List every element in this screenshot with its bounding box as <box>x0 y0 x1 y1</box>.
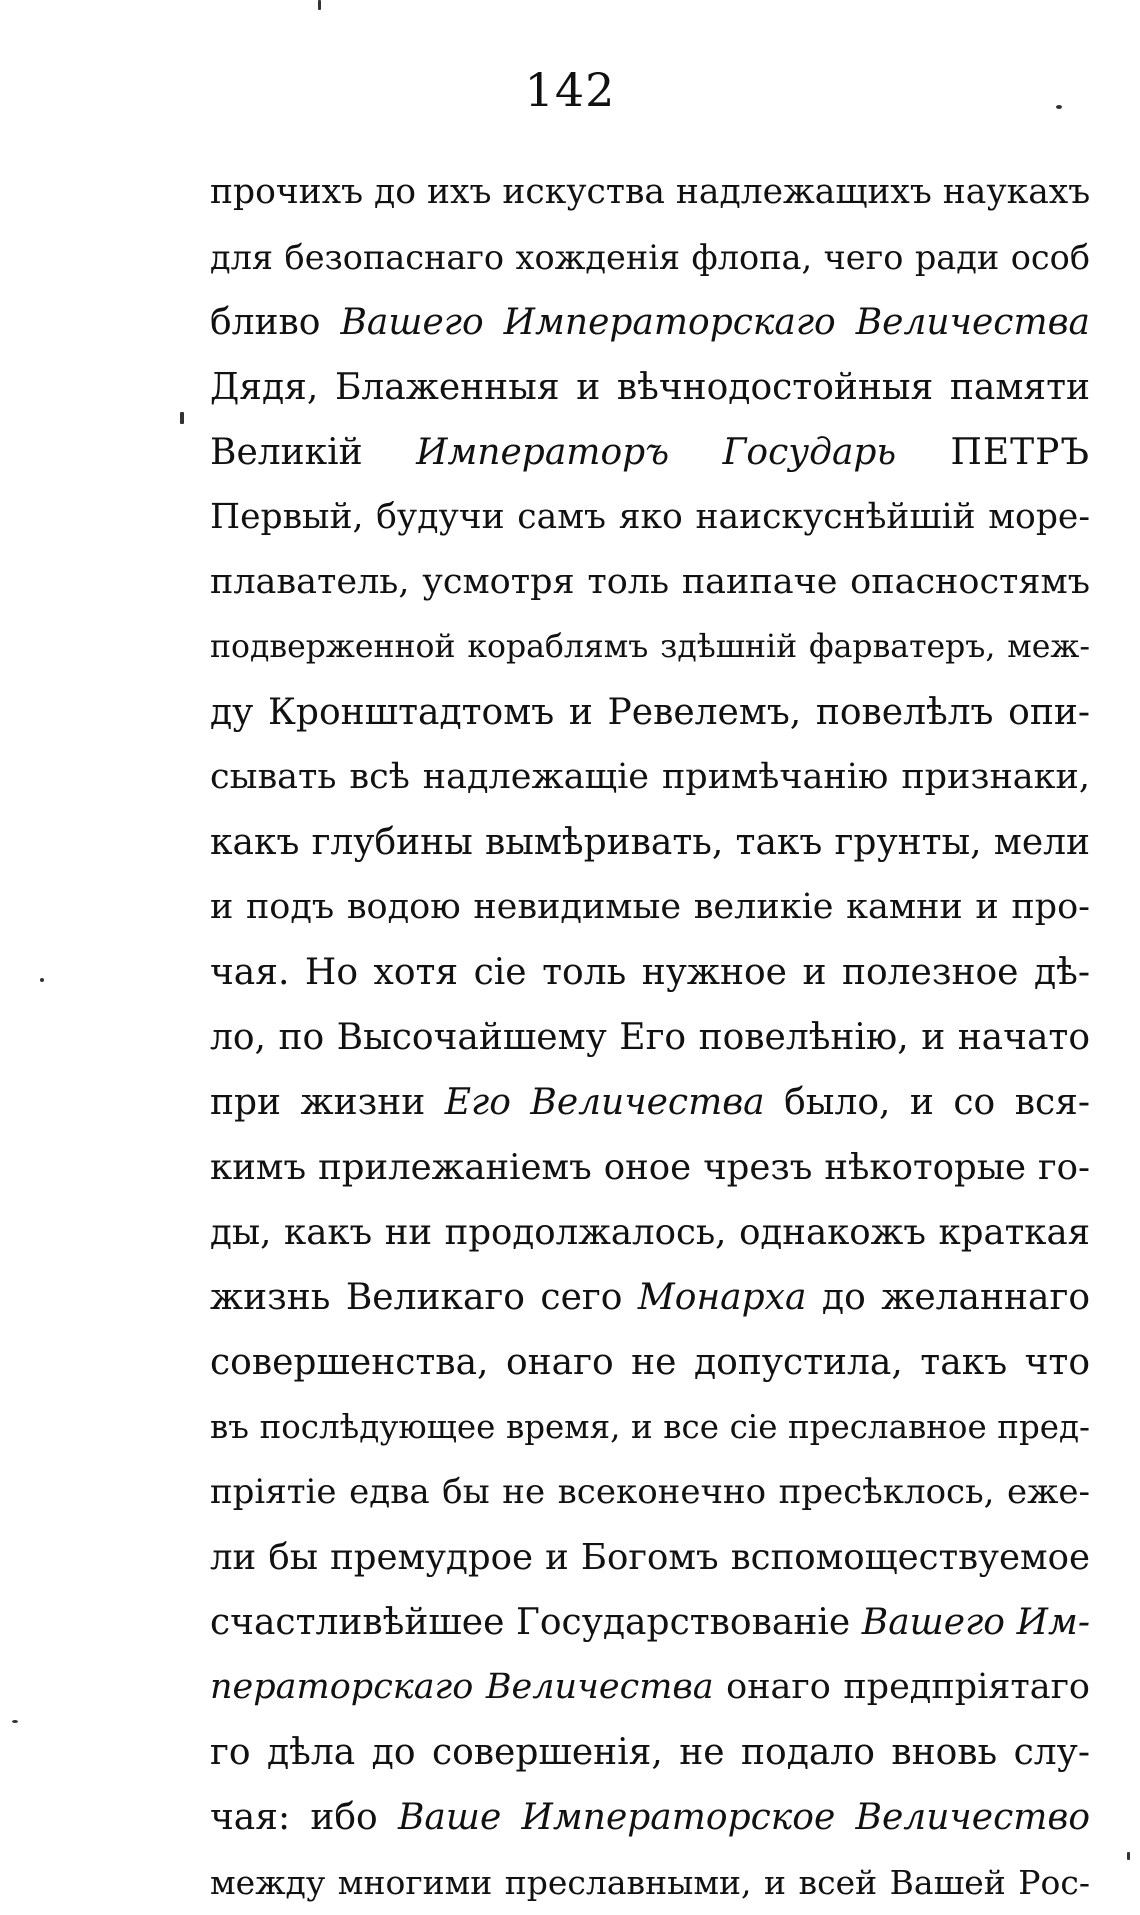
italic-text-run: Ваше Императорское Величество <box>397 1797 1090 1838</box>
text-line <box>210 160 1090 225</box>
italic-text-run: Императоръ Государь <box>416 432 897 473</box>
text-line <box>210 940 1090 1005</box>
text-line <box>210 485 1090 550</box>
text-line <box>210 1330 1090 1395</box>
text-run: го дѣла до совершенія, не подало вновь слу- <box>210 1732 1090 1773</box>
text-line <box>210 1070 1090 1135</box>
text-run: ду Кронштадтомъ и Ревелемъ, повелѣлъ опи- <box>210 692 1090 733</box>
text-line <box>210 615 1090 680</box>
text-line <box>210 355 1090 420</box>
text-run: совершенства, онаго не допустила, такъ что <box>210 1342 1090 1383</box>
text-line <box>210 680 1090 745</box>
italic-text-run: Его Величества <box>444 1082 765 1123</box>
text-run: подверженной кораблямъ здѣшній фарватеръ, меж- <box>210 629 1090 665</box>
italic-text-run: ператорскаго Величества <box>210 1667 714 1707</box>
text-line <box>210 1395 1090 1460</box>
text-run: бливо <box>210 302 341 343</box>
scan-speck <box>40 978 44 982</box>
text-line <box>210 1590 1090 1655</box>
text-line <box>210 1005 1090 1070</box>
text-run: и подъ водою невидимые великіе камни и про- <box>210 887 1090 927</box>
scan-speck <box>318 0 321 10</box>
text-run: чая. Но хотя сіе толь нужное и полезное дѣ- <box>210 952 1090 993</box>
text-run: пріятіе едва бы не всеконечно пресѣклось, еже- <box>210 1472 1090 1512</box>
text-line <box>210 1655 1090 1720</box>
text-run: жизнь Великаго сего <box>210 1277 638 1318</box>
text-run: сывать всѣ надлежащіе примѣчанію признаки, <box>210 757 1090 797</box>
text-run: было, и со вся- <box>764 1082 1090 1123</box>
text-run: для безопаснаго хожденія флопа, чего ради особ <box>210 238 1090 277</box>
text-run: ПЕТРЪ <box>896 432 1090 473</box>
text-line <box>210 745 1090 810</box>
text-line <box>210 1720 1090 1785</box>
text-run: ли бы премудрое и Богомъ вспомоществуемое <box>210 1537 1090 1578</box>
scan-speck <box>180 412 184 424</box>
page-number: 142 <box>524 63 616 117</box>
text-run: Великій <box>210 432 417 473</box>
text-run: Дядя, Блаженныя и вѣчнодостойныя памяти <box>210 367 1090 408</box>
text-line <box>210 420 1090 485</box>
text-line <box>210 875 1090 940</box>
text-run: ло, по Высочайшему Его повелѣнію, и начато <box>210 1017 1090 1058</box>
text-line <box>210 1460 1090 1525</box>
text-line <box>210 1525 1090 1590</box>
scan-speck <box>1056 105 1062 109</box>
text-line <box>210 1135 1090 1200</box>
text-run: онаго предпріятаго <box>713 1667 1090 1707</box>
text-line <box>210 290 1090 355</box>
text-run: плаватель, усмотря толь паипаче опасностямъ <box>210 562 1090 602</box>
text-run: между многими преславными, и всей Вашей Рос- <box>210 1863 1090 1902</box>
text-run: Первый, будучи самъ яко наискуснѣйшій море- <box>210 497 1090 537</box>
scan-speck <box>1127 1852 1130 1860</box>
text-run: чая: ибо <box>210 1797 398 1838</box>
text-run: какъ глубины вымѣривать, такъ грунты, мели <box>210 822 1090 863</box>
italic-text-run: Вашего Императорскаго Величества <box>340 302 1090 343</box>
text-run: при жизни <box>210 1082 445 1123</box>
text-line <box>210 1265 1090 1330</box>
text-run: ды, какъ ни продолжалось, однакожъ краткая <box>210 1212 1090 1253</box>
text-line <box>210 1850 1090 1915</box>
text-run: кимъ прилежаніемъ оное чрезъ нѣкоторые го- <box>210 1147 1090 1188</box>
scan-speck <box>12 1720 18 1723</box>
italic-text-run: Монарха <box>637 1277 807 1318</box>
text-line <box>210 1200 1090 1265</box>
italic-text-run: Вашего Им- <box>861 1602 1090 1643</box>
text-line <box>210 225 1090 290</box>
text-line <box>210 1785 1090 1850</box>
text-run: прочихъ до ихъ искуства надлежащихъ наукахъ <box>210 172 1091 212</box>
text-run: счастливѣйшее Государствованіе <box>210 1602 862 1643</box>
text-run: до желаннаго <box>806 1277 1091 1318</box>
body-text <box>210 160 1090 1915</box>
text-line <box>210 550 1090 615</box>
text-line <box>210 810 1090 875</box>
text-run: въ послѣдующее время, и все сіе преславное пред- <box>210 1408 1090 1446</box>
